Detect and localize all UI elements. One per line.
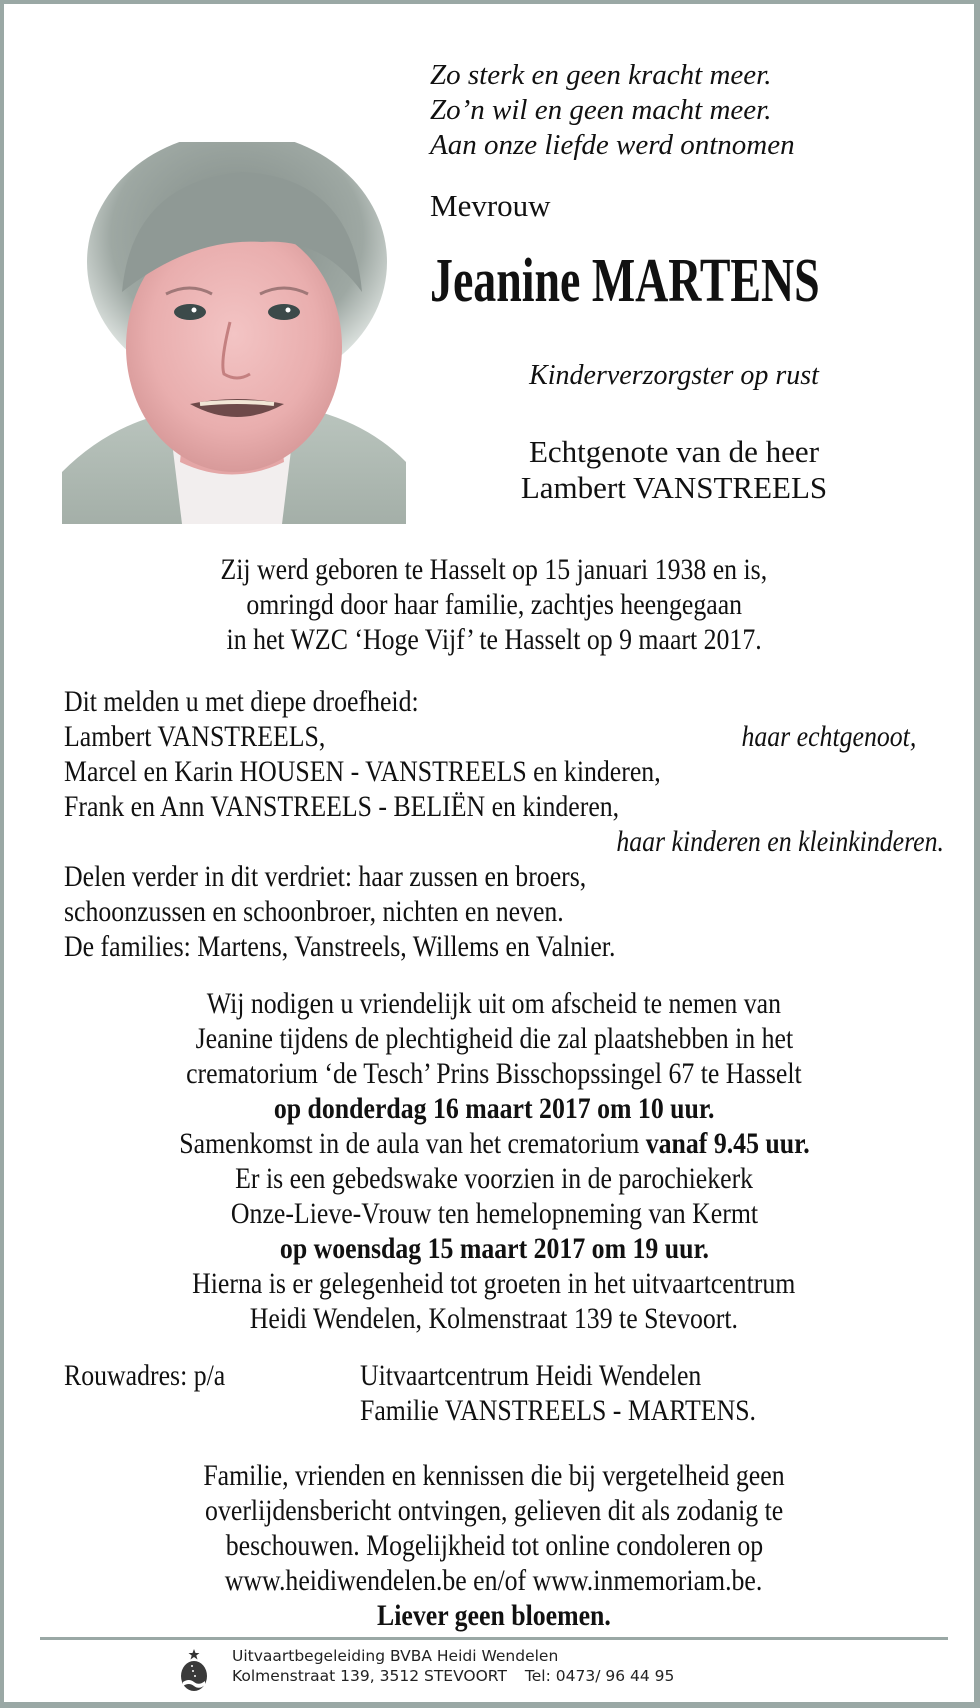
funeral-home-logo-icon [179, 1649, 209, 1693]
wake-line: Er is een gebedswake voorzien in de parochiekerk [235, 1162, 753, 1195]
profession: Kinderverzorgster op rust [529, 360, 819, 391]
wake-date: op woensdag 15 maart 2017 om 19 uur. [279, 1232, 709, 1265]
spouse-line-1: Echtgenote van de heer [528, 434, 820, 469]
birth-death-line: in het WZC ‘Hoge Vijf’ te Hasselt op 9 maart 2017. [226, 623, 762, 656]
announcement-block [64, 684, 944, 964]
portrait-photo [62, 142, 406, 524]
greet-line: Heidi Wendelen, Kolmenstraat 139 te Stevoort. [249, 1302, 739, 1335]
ceremony-date: op donderdag 16 maart 2017 om 10 uur. [273, 1092, 715, 1125]
closing-line: Familie, vrienden en kennissen die bij vergetelheid geen [203, 1459, 785, 1492]
funeral-home-name: Uitvaartbegeleiding BVBA Heidi Wendelen [232, 1647, 559, 1665]
condolence-links[interactable]: www.heidiwendelen.be en/of www.inmemoriam.be. [225, 1564, 763, 1597]
no-flowers-notice: Liever geen bloemen. [377, 1599, 611, 1632]
closing-line: beschouwen. Mogelijkheid tot online condoleren op [225, 1529, 763, 1562]
birth-death-block [44, 552, 944, 657]
others-line: Delen verder in dit verdriet: haar zussen en broers, [64, 860, 587, 893]
child-family: Marcel en Karin HOUSEN - VANSTREELS en kinderen, [64, 755, 661, 788]
deceased-name [430, 247, 957, 315]
closing-block [44, 1458, 944, 1633]
funeral-home-address: Kolmenstraat 139, 3512 STEVOORT [232, 1667, 507, 1685]
spouse-name: Lambert VANSTREELS, [64, 720, 326, 753]
mourning-address [360, 1358, 820, 1428]
ceremony-line: Jeanine tijdens de plechtigheid die zal plaatshebben in het [195, 1022, 793, 1055]
gathering-time: vanaf 9.45 uur. [645, 1127, 810, 1160]
gathering-line: Samenkomst in de aula van het crematorium vanaf 9.45 uur. [178, 1127, 810, 1160]
poem-line: Aan onze liefde werd ontnomen [430, 129, 795, 161]
footer-divider [40, 1637, 948, 1640]
spouse-role: haar echtgenoot, [741, 720, 916, 753]
funeral-home-info [232, 1646, 674, 1686]
poem-line: Zo sterk en geen kracht meer. [430, 59, 772, 91]
mourning-address-line: Familie VANSTREELS - MARTENS. [360, 1394, 757, 1427]
poem [430, 58, 795, 163]
child-family: Frank en Ann VANSTREELS - BELIËN en kinderen, [64, 790, 620, 823]
portrait-image [62, 142, 406, 524]
birth-death-line: Zij werd geboren te Hasselt op 15 januari 1938 en is, [220, 553, 768, 586]
others-line: De families: Martens, Vanstreels, Willems en Valnier. [64, 930, 616, 963]
wake-line: Onze-Lieve-Vrouw ten hemelopneming van Kermt [230, 1197, 758, 1230]
spouse-info [424, 434, 924, 506]
birth-death-line: omringd door haar familie, zachtjes heengegaan [246, 588, 742, 621]
ceremony-block [44, 986, 944, 1336]
mourning-address-line: Uitvaartcentrum Heidi Wendelen [360, 1359, 702, 1392]
others-line: schoonzussen en schoonbroer, nichten en neven. [64, 895, 564, 928]
spouse-line-2: Lambert VANSTREELS [520, 470, 828, 505]
ceremony-line: crematorium ‘de Tesch’ Prins Bisschopssingel 67 te Hasselt [186, 1057, 802, 1090]
ceremony-line: Wij nodigen u vriendelijk uit om afscheid te nemen van [206, 987, 782, 1020]
funeral-home-phone[interactable]: Tel: 0473/ 96 44 95 [524, 1667, 675, 1685]
announcement-intro: Dit melden u met diepe droefheid: [64, 685, 419, 718]
children-role: haar kinderen en kleinkinderen. [616, 825, 944, 858]
greet-line: Hierna is er gelegenheid tot groeten in het uitvaartcentrum [192, 1267, 796, 1300]
deceased-name-text: Jeanine MARTENS [430, 247, 820, 315]
closing-line: overlijdensbericht ontvingen, gelieven dit als zodanig te [204, 1494, 784, 1527]
poem-line: Zo’n wil en geen macht meer. [430, 94, 772, 126]
title-prefix: Mevrouw [430, 188, 551, 223]
mourning-address-label: Rouwadres: p/a [64, 1359, 226, 1392]
funeral-home-contact [232, 1666, 674, 1686]
